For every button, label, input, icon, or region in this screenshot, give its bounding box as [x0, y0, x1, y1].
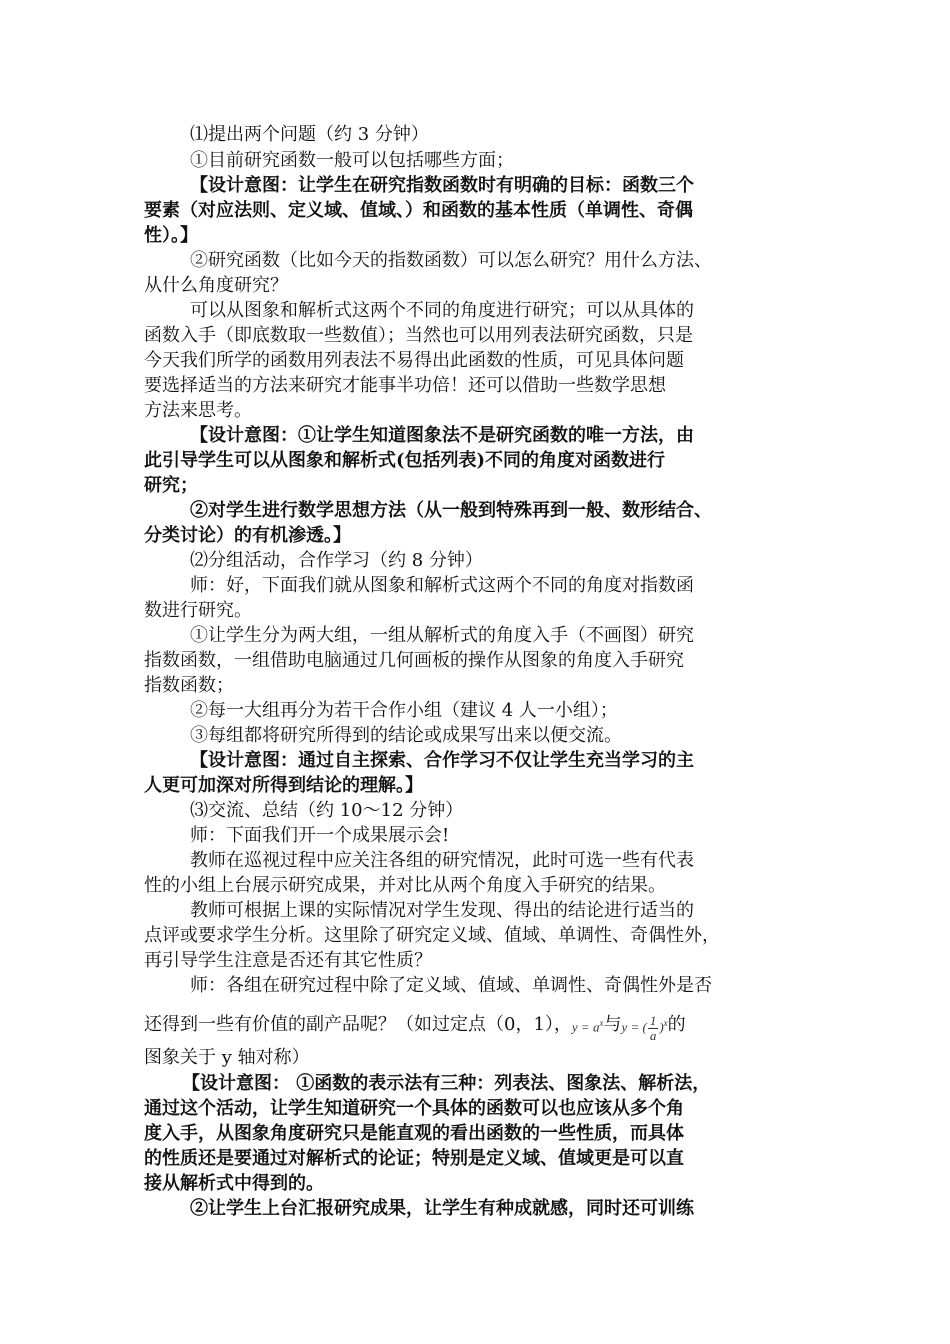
- text-line: ②研究函数（比如今天的指数函数）可以怎么研究？用什么方法、: [190, 250, 712, 271]
- section-heading-3: ⑶交流、总结（约 10～12 分钟）: [190, 800, 464, 821]
- formula-y-equals-a-x: [572, 1003, 604, 1047]
- text-line: 教师在巡视过程中应关注各组的研究情况，此时可选一些有代表: [190, 850, 694, 871]
- section-heading-2: ⑵分组活动，合作学习（约 8 分钟）: [190, 550, 483, 571]
- formula-text: y = a: [571, 1019, 600, 1035]
- design-intent-line: 度入手，从图象角度研究只是能直观的看出函数的一些性质，而具体: [144, 1123, 684, 1144]
- text-line: 师：好，下面我们就从图象和解析式这两个不同的角度对指数函: [190, 575, 694, 596]
- formula-exponent: x: [663, 1018, 668, 1028]
- text-line: 再引导学生注意是否还有其它性质？: [144, 950, 432, 971]
- design-intent-line: 人更可加深对所得到结论的理解。】: [144, 775, 423, 796]
- design-intent-line: 性）。】: [144, 225, 198, 246]
- fraction-denominator: a: [649, 1027, 657, 1043]
- text-line: ①目前研究函数一般可以包括哪些方面；: [190, 150, 514, 171]
- text-line: 图象关于 y 轴对称）: [144, 1047, 310, 1068]
- text-line: 今天我们所学的函数用列表法不易得出此函数的性质，可见具体问题: [144, 350, 684, 371]
- design-intent-line: 【设计意图：让学生在研究指数函数时有明确的目标：函数三个: [190, 175, 694, 196]
- formula-y-equals-one-over-a-x: [621, 1003, 667, 1047]
- fraction: [648, 1014, 659, 1043]
- formula-line-text: 的: [667, 1014, 686, 1036]
- design-intent-line: 【设计意图： ①函数的表示法有三种：列表法、图象法、解析法，: [182, 1073, 711, 1094]
- text-line: 要选择适当的方法来研究才能事半功倍！还可以借助一些数学思想: [144, 375, 666, 396]
- design-intent-line: 【设计意图：通过自主探索、合作学习不仅让学生充当学习的主: [190, 750, 694, 771]
- design-intent-line: 此引导学生可以从图象和解析式(包括列表)不同的角度对函数进行: [144, 450, 666, 471]
- design-intent-line: 研究；: [144, 475, 198, 496]
- design-intent-line: 【设计意图：①让学生知道图象法不是研究函数的唯一方法，由: [190, 425, 694, 446]
- text-line: ③每组都将研究所得到的结论或成果写出来以便交流。: [190, 725, 622, 746]
- design-intent-line: 接从解析式中得到的。: [144, 1173, 324, 1194]
- formula-line-text: 还得到一些有价值的副产品呢？（如过定点（0，1），: [144, 1014, 572, 1036]
- design-intent-line: 的性质还是要通过对解析式的论证；特别是定义域、值域更是可以直: [144, 1148, 684, 1169]
- text-line: 师：各组在研究过程中除了定义域、值域、单调性、奇偶性外是否: [190, 975, 712, 996]
- text-line: 从什么角度研究？: [144, 275, 288, 296]
- text-line: 数进行研究。: [144, 600, 252, 621]
- text-line: 点评或要求学生分析。这里除了研究定义域、值域、单调性、奇偶性外，: [144, 925, 720, 946]
- text-line: ①让学生分为两大组，一组从解析式的角度入手（不画图）研究: [190, 625, 694, 646]
- section-heading-1: ⑴提出两个问题（约 3 分钟）: [190, 124, 429, 145]
- text-line: 师：下面我们开一个成果展示会!: [190, 825, 450, 846]
- design-intent-line: 要素（对应法则、定义域、值域、）和函数的基本性质（单调性、奇偶: [144, 200, 693, 221]
- text-line: 函数入手（即底数取一些数值）；当然也可以用列表法研究函数，只是: [144, 325, 693, 346]
- formula-text: y = (: [621, 1019, 647, 1035]
- text-line: 方法来思考。: [144, 400, 252, 421]
- text-line: 指数函数；: [144, 675, 234, 696]
- text-line: 可以从图象和解析式这两个不同的角度进行研究；可以从具体的: [190, 300, 694, 321]
- text-line: ②每一大组再分为若干合作小组（建议 4 人一小组）；: [190, 700, 618, 721]
- design-intent-line: ②让学生上台汇报研究成果，让学生有种成就感，同时还可训练: [190, 1198, 694, 1219]
- formula-line: [144, 1003, 686, 1043]
- design-intent-line: 分类讨论）的有机渗透。】: [144, 525, 351, 546]
- fraction-numerator: 1: [649, 1012, 657, 1028]
- text-line: 教师可根据上课的实际情况对学生发现、得出的结论进行适当的: [190, 900, 694, 921]
- design-intent-line: 通过这个活动，让学生知道研究一个具体的函数可以也应该从多个角: [144, 1098, 684, 1119]
- formula-exponent: x: [599, 1018, 604, 1028]
- text-line: 指数函数，一组借助电脑通过几何画板的操作从图象的角度入手研究: [144, 650, 684, 671]
- design-intent-line: ②对学生进行数学思想方法（从一般到特殊再到一般、数形结合、: [190, 500, 712, 521]
- formula-line-text: 与: [603, 1014, 622, 1036]
- text-line: 性的小组上台展示研究成果，并对比从两个角度入手研究的结果。: [144, 875, 666, 896]
- formula-text: ): [659, 1019, 664, 1035]
